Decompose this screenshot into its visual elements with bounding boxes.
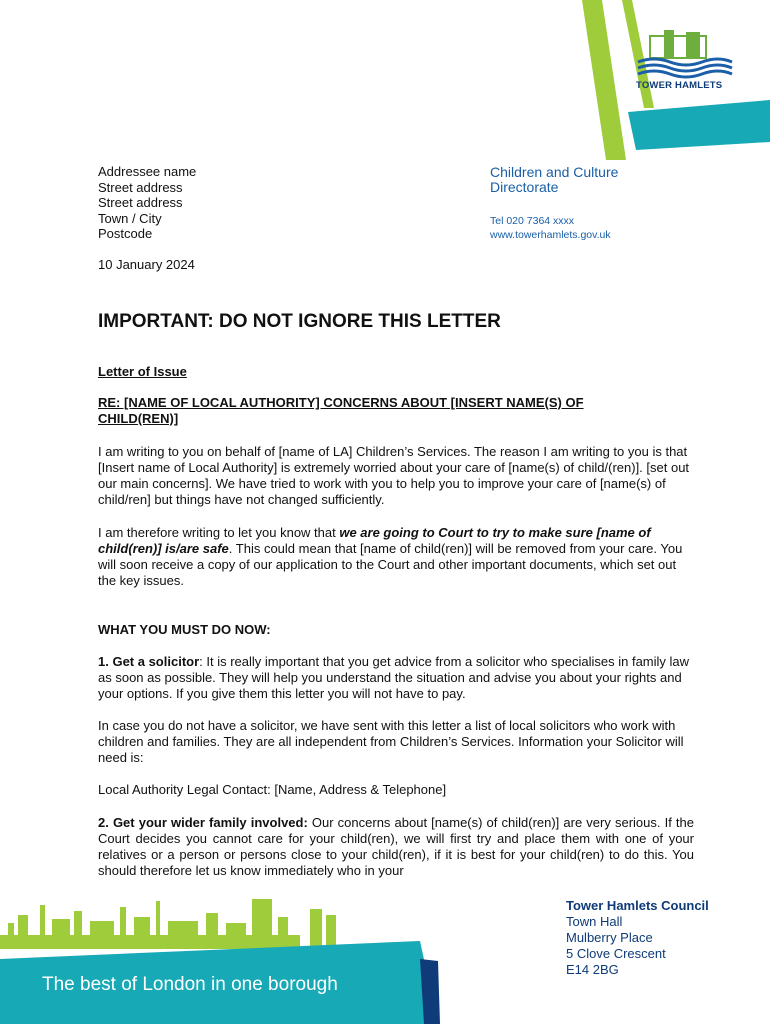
directorate-tel: Tel 020 7364 xxxx <box>490 215 575 227</box>
step-1 <box>98 654 694 702</box>
directorate-name-line1: Children and Culture <box>490 164 619 180</box>
step-2-text: Our concerns about [name(s) of child(ren)] are very serious. If the Court decides you cannot care for your child(ren), we will first try and place them with one of your relatives or a person or persons close to your child(ren), if it is best for your child(ren) to do this. You should therefore let us know immediately who in your <box>98 815 694 878</box>
letter-heading: IMPORTANT: DO NOT IGNORE THIS LETTER <box>98 311 501 332</box>
addressee-line: Street address <box>98 195 183 210</box>
addressee-line: Town / City <box>98 210 162 226</box>
paragraph-2-end: . This could mean that [name of child(ren)] will be removed from your care. You will soon receive a copy of our application to the Court and other important documents, which set out the key issues. <box>98 541 683 588</box>
re-line-1: RE: [NAME OF LOCAL AUTHORITY] CONCERNS ABOUT [INSERT NAME(S) OF <box>98 395 584 410</box>
directorate-block <box>490 165 618 242</box>
what-you-must-do-heading: WHAT YOU MUST DO NOW: <box>98 622 271 637</box>
letter-date: 10 January 2024 <box>98 257 195 272</box>
council-address-line: Mulberry Place <box>566 930 653 945</box>
directorate-web: www.towerhamlets.gov.uk <box>490 229 611 241</box>
paragraph-2-emphasis: we are going to Court to try to make sure [name of child(ren)] is/are safe <box>98 525 651 556</box>
council-address-line: Town Hall <box>566 914 623 929</box>
council-address-block <box>566 898 709 978</box>
step-1-text: : It is really important that you get advice from a solicitor who specialises in family law as soon as possible. They will help you understand the situation and advise you about your rights and your options. If you give them this letter you will not have to pay. <box>98 654 690 701</box>
letter-of-issue-title: Letter of Issue <box>98 364 187 379</box>
council-address-line: 5 Clove Crescent <box>566 946 666 961</box>
step-1-label: 1. Get a solicitor <box>98 654 200 669</box>
paragraph-2 <box>98 525 694 589</box>
addressee-block <box>98 164 196 242</box>
directorate-name-line2: Directorate <box>490 179 559 195</box>
paragraph-1: I am writing to you on behalf of [name of LA] Children’s Services. The reason I am writing to you is that [Insert name of Local Authority] is extremely worried about your care of [name(s) of child/(ren)]. [set out our main concerns]. We have tried to work with you to help you to improve your care of [name(s) of child/ren] but things have not changed sufficiently. <box>98 444 690 507</box>
step-2-label: 2. Get your wider family involved: <box>98 815 308 830</box>
addressee-line: Postcode <box>98 226 153 241</box>
logo-text: TOWER HAMLETS <box>636 80 723 91</box>
re-line <box>98 395 694 427</box>
step-2 <box>98 815 694 879</box>
footer-tagline: The best of London in one borough <box>42 974 338 995</box>
council-address-line: E14 2BG <box>566 962 619 977</box>
addressee-line: Street address <box>98 179 183 195</box>
paragraph-3: In case you do not have a solicitor, we have sent with this letter a list of local solicitors who work with children and families. They are all independent from Children’s Services. Information your Solicitor will need is: <box>98 718 684 765</box>
re-line-2: CHILD(REN)] <box>98 411 179 426</box>
council-name: Tower Hamlets Council <box>566 898 709 913</box>
paragraph-2-start: I am therefore writing to let you know that <box>98 525 340 540</box>
addressee-line: Addressee name <box>98 164 197 179</box>
legal-contact: Local Authority Legal Contact: [Name, Address & Telephone] <box>98 782 447 797</box>
